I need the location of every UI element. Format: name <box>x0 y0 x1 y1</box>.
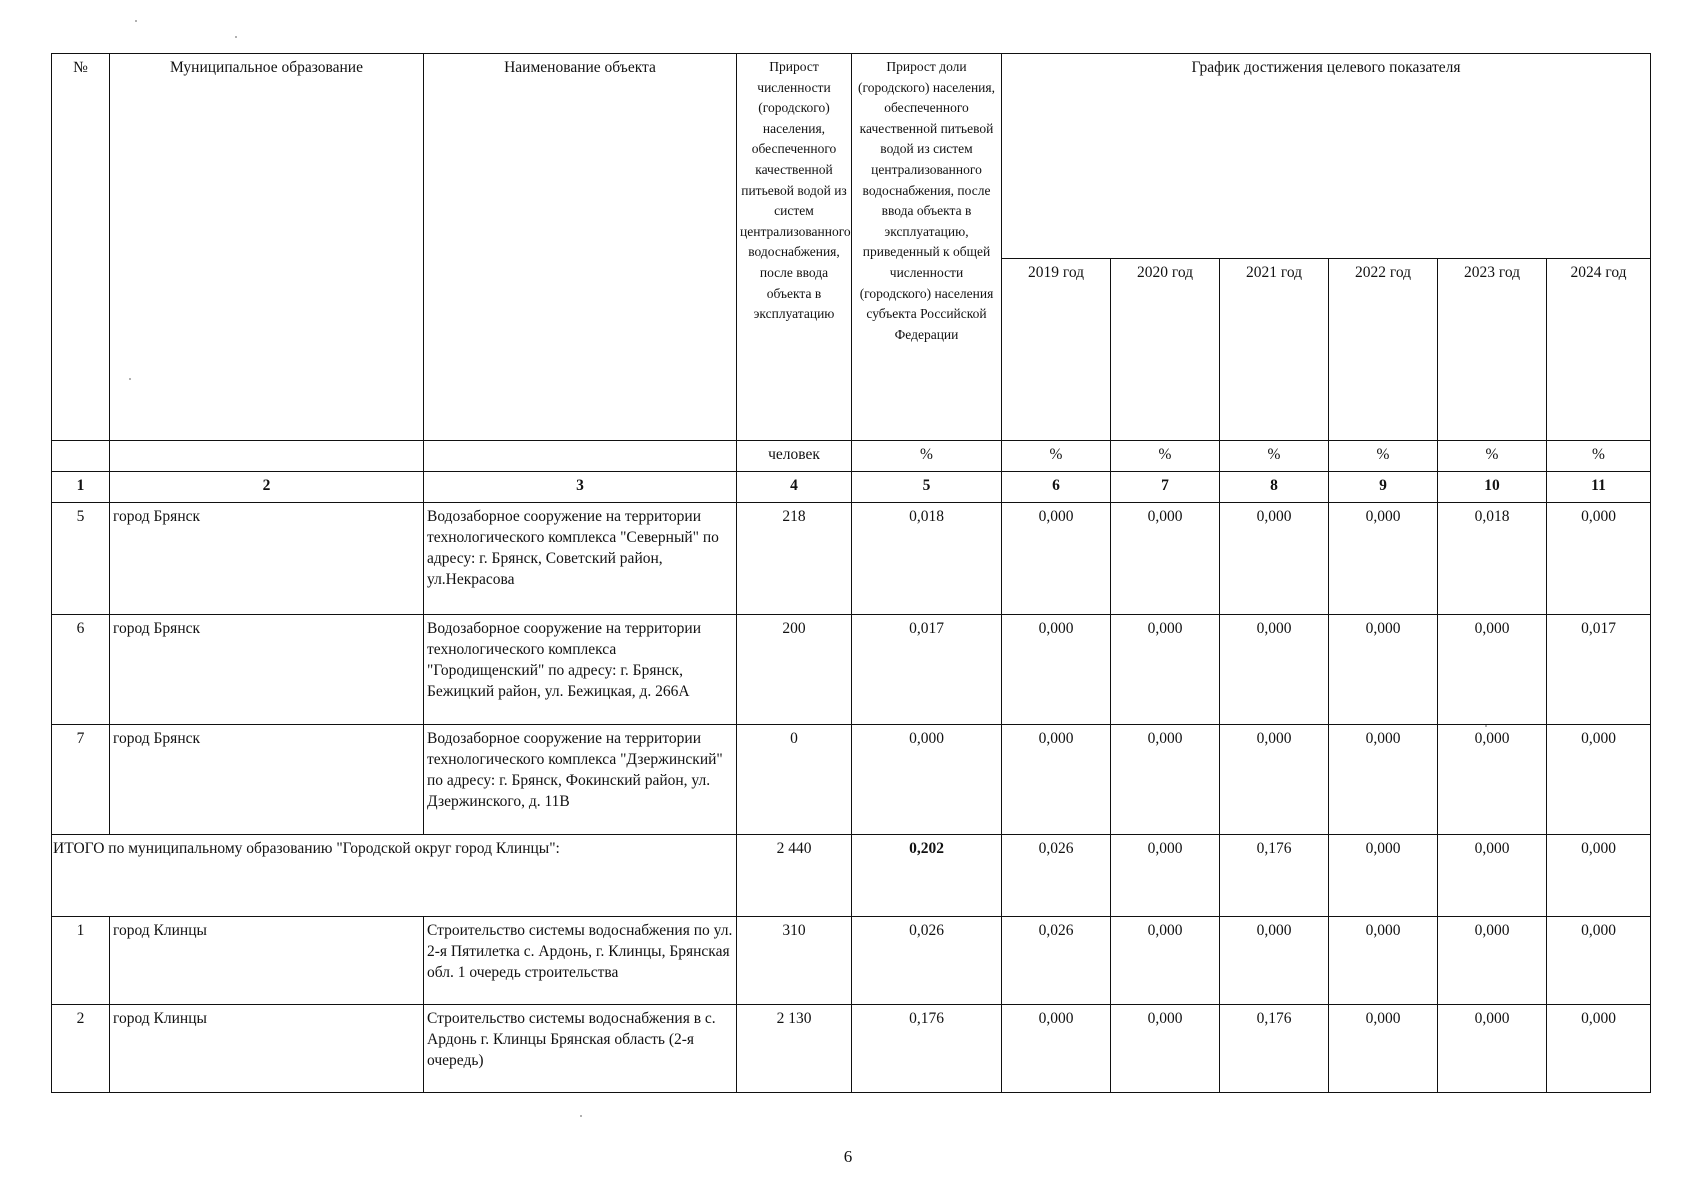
header-num: № <box>52 54 110 441</box>
column-number: 10 <box>1438 472 1547 503</box>
year-value-cell: 0,000 <box>1329 615 1438 725</box>
column-number: 11 <box>1547 472 1651 503</box>
object-name-cell: Строительство системы водоснабжения по ул. 2-я Пятилетка с. Ардонь, г. Клинцы, Брянская обл. 1 очередь строительства <box>424 917 737 1005</box>
year-value-cell: 0,176 <box>1220 1005 1329 1093</box>
year-value-cell: 0,000 <box>1547 725 1651 835</box>
year-value-cell: 0,000 <box>1111 615 1220 725</box>
year-value-cell: 0,000 <box>1547 1005 1651 1093</box>
column-number: 6 <box>1002 472 1111 503</box>
unit-percent: % <box>1111 441 1220 472</box>
unit-percent: % <box>1438 441 1547 472</box>
year-value-cell: 0,000 <box>1438 615 1547 725</box>
object-name-cell: Строительство системы водоснабжения в с. Ардонь г. Клинцы Брянская область (2-я очередь) <box>424 1005 737 1093</box>
year-value-cell: 0,000 <box>1329 503 1438 615</box>
scan-speck <box>135 20 137 22</box>
header-year-2022: 2022 год <box>1329 259 1438 441</box>
year-value-cell: 0,000 <box>1111 503 1220 615</box>
year-value-cell: 0,018 <box>1438 503 1547 615</box>
year-value-cell: 0,000 <box>1002 615 1111 725</box>
year-value-cell: 0,000 <box>1220 725 1329 835</box>
year-value-cell: 0,000 <box>1002 1005 1111 1093</box>
table-row <box>52 725 1651 835</box>
unit-percent: % <box>1329 441 1438 472</box>
year-value-cell: 0,000 <box>1329 725 1438 835</box>
year-value-cell: 0,000 <box>1547 917 1651 1005</box>
column-number: 2 <box>110 472 424 503</box>
year-value-cell: 0,000 <box>1438 1005 1547 1093</box>
share-cell: 0,176 <box>852 1005 1002 1093</box>
header-row-1 <box>52 54 1651 259</box>
year-value-cell: 0,000 <box>1111 917 1220 1005</box>
header-year-2020: 2020 год <box>1111 259 1220 441</box>
unit-percent: % <box>1220 441 1329 472</box>
header-year-2019: 2019 год <box>1002 259 1111 441</box>
row-number: 1 <box>52 917 110 1005</box>
column-number: 5 <box>852 472 1002 503</box>
municipality-cell: город Клинцы <box>110 917 424 1005</box>
header-object-name: Наименование объекта <box>424 54 737 441</box>
header-share-increase: Прирост доли (городского) населения, обеспеченного качественной питьевой водой из систем централизованного водоснабжения, после ввода объекта в эксплуатацию, приведенный к общей численности (городского) населения субъекта Российской Федерации <box>852 54 1002 441</box>
page-number: 6 <box>843 1147 853 1166</box>
total-year-value: 0,000 <box>1438 835 1547 917</box>
object-name-cell: Водозаборное сооружение на территории технологического комплекса "Дзержинский" по адресу: г. Брянск, Фокинский район, ул. Дзержинского, д. 11В <box>424 725 737 835</box>
total-label: ИТОГО по муниципальному образованию "Городской округ город Клинцы": <box>52 835 737 917</box>
scan-speck <box>580 1115 582 1117</box>
table-row <box>52 917 1651 1005</box>
column-number: 3 <box>424 472 737 503</box>
unit-percent: % <box>1002 441 1111 472</box>
column-number: 1 <box>52 472 110 503</box>
people-cell: 310 <box>737 917 852 1005</box>
header-schedule: График достижения целевого показателя <box>1002 54 1651 259</box>
total-people: 2 440 <box>737 835 852 917</box>
year-value-cell: 0,000 <box>1002 503 1111 615</box>
total-year-value: 0,000 <box>1329 835 1438 917</box>
column-number: 8 <box>1220 472 1329 503</box>
year-value-cell: 0,000 <box>1111 725 1220 835</box>
people-cell: 0 <box>737 725 852 835</box>
year-value-cell: 0,000 <box>1111 1005 1220 1093</box>
column-numbers-row <box>52 472 1651 503</box>
total-share: 0,202 <box>852 835 1002 917</box>
share-cell: 0,017 <box>852 615 1002 725</box>
municipality-cell: город Брянск <box>110 503 424 615</box>
row-number: 5 <box>52 503 110 615</box>
scan-speck <box>1485 725 1487 727</box>
column-number: 9 <box>1329 472 1438 503</box>
target-indicator-table <box>51 53 1651 1093</box>
share-cell: 0,000 <box>852 725 1002 835</box>
municipality-cell: город Клинцы <box>110 1005 424 1093</box>
object-name-cell: Водозаборное сооружение на территории технологического комплекса "Северный" по адресу: г. Брянск, Советский район, ул.Некрасова <box>424 503 737 615</box>
municipality-cell: город Брянск <box>110 725 424 835</box>
year-value-cell: 0,000 <box>1220 615 1329 725</box>
people-cell: 2 130 <box>737 1005 852 1093</box>
header-year-2024: 2024 год <box>1547 259 1651 441</box>
share-cell: 0,018 <box>852 503 1002 615</box>
table-row <box>52 503 1651 615</box>
header-year-2023: 2023 год <box>1438 259 1547 441</box>
total-row <box>52 835 1651 917</box>
people-cell: 218 <box>737 503 852 615</box>
year-value-cell: 0,017 <box>1547 615 1651 725</box>
year-value-cell: 0,000 <box>1220 917 1329 1005</box>
year-value-cell: 0,000 <box>1329 917 1438 1005</box>
year-value-cell: 0,000 <box>1438 917 1547 1005</box>
total-year-value: 0,026 <box>1002 835 1111 917</box>
header-municipality: Муниципальное образование <box>110 54 424 441</box>
object-name-cell: Водозаборное сооружение на территории технологического комплекса "Городищенский" по адресу: г. Брянск, Бежицкий район, ул. Бежицкая, д. 266А <box>424 615 737 725</box>
year-value-cell: 0,000 <box>1220 503 1329 615</box>
total-year-value: 0,000 <box>1111 835 1220 917</box>
municipality-cell: город Брянск <box>110 615 424 725</box>
unit-percent: % <box>852 441 1002 472</box>
total-year-value: 0,000 <box>1547 835 1651 917</box>
year-value-cell: 0,000 <box>1329 1005 1438 1093</box>
row-number: 2 <box>52 1005 110 1093</box>
table-row <box>52 615 1651 725</box>
people-cell: 200 <box>737 615 852 725</box>
year-value-cell: 0,000 <box>1438 725 1547 835</box>
total-year-value: 0,176 <box>1220 835 1329 917</box>
share-cell: 0,026 <box>852 917 1002 1005</box>
unit-people: человек <box>737 441 852 472</box>
header-population-increase: Прирост численности (городского) населения, обеспеченного качественной питьевой водой из систем централизованного водоснабжения, после ввода объекта в эксплуатацию <box>737 54 852 441</box>
table-row <box>52 1005 1651 1093</box>
row-number: 7 <box>52 725 110 835</box>
unit-percent: % <box>1547 441 1651 472</box>
column-number: 7 <box>1111 472 1220 503</box>
row-number: 6 <box>52 615 110 725</box>
year-value-cell: 0,000 <box>1002 725 1111 835</box>
header-year-2021: 2021 год <box>1220 259 1329 441</box>
year-value-cell: 0,026 <box>1002 917 1111 1005</box>
units-row <box>52 441 1651 472</box>
scan-speck <box>235 36 237 38</box>
column-number: 4 <box>737 472 852 503</box>
scan-speck <box>129 378 131 380</box>
document-sheet <box>51 53 1650 1093</box>
year-value-cell: 0,000 <box>1547 503 1651 615</box>
